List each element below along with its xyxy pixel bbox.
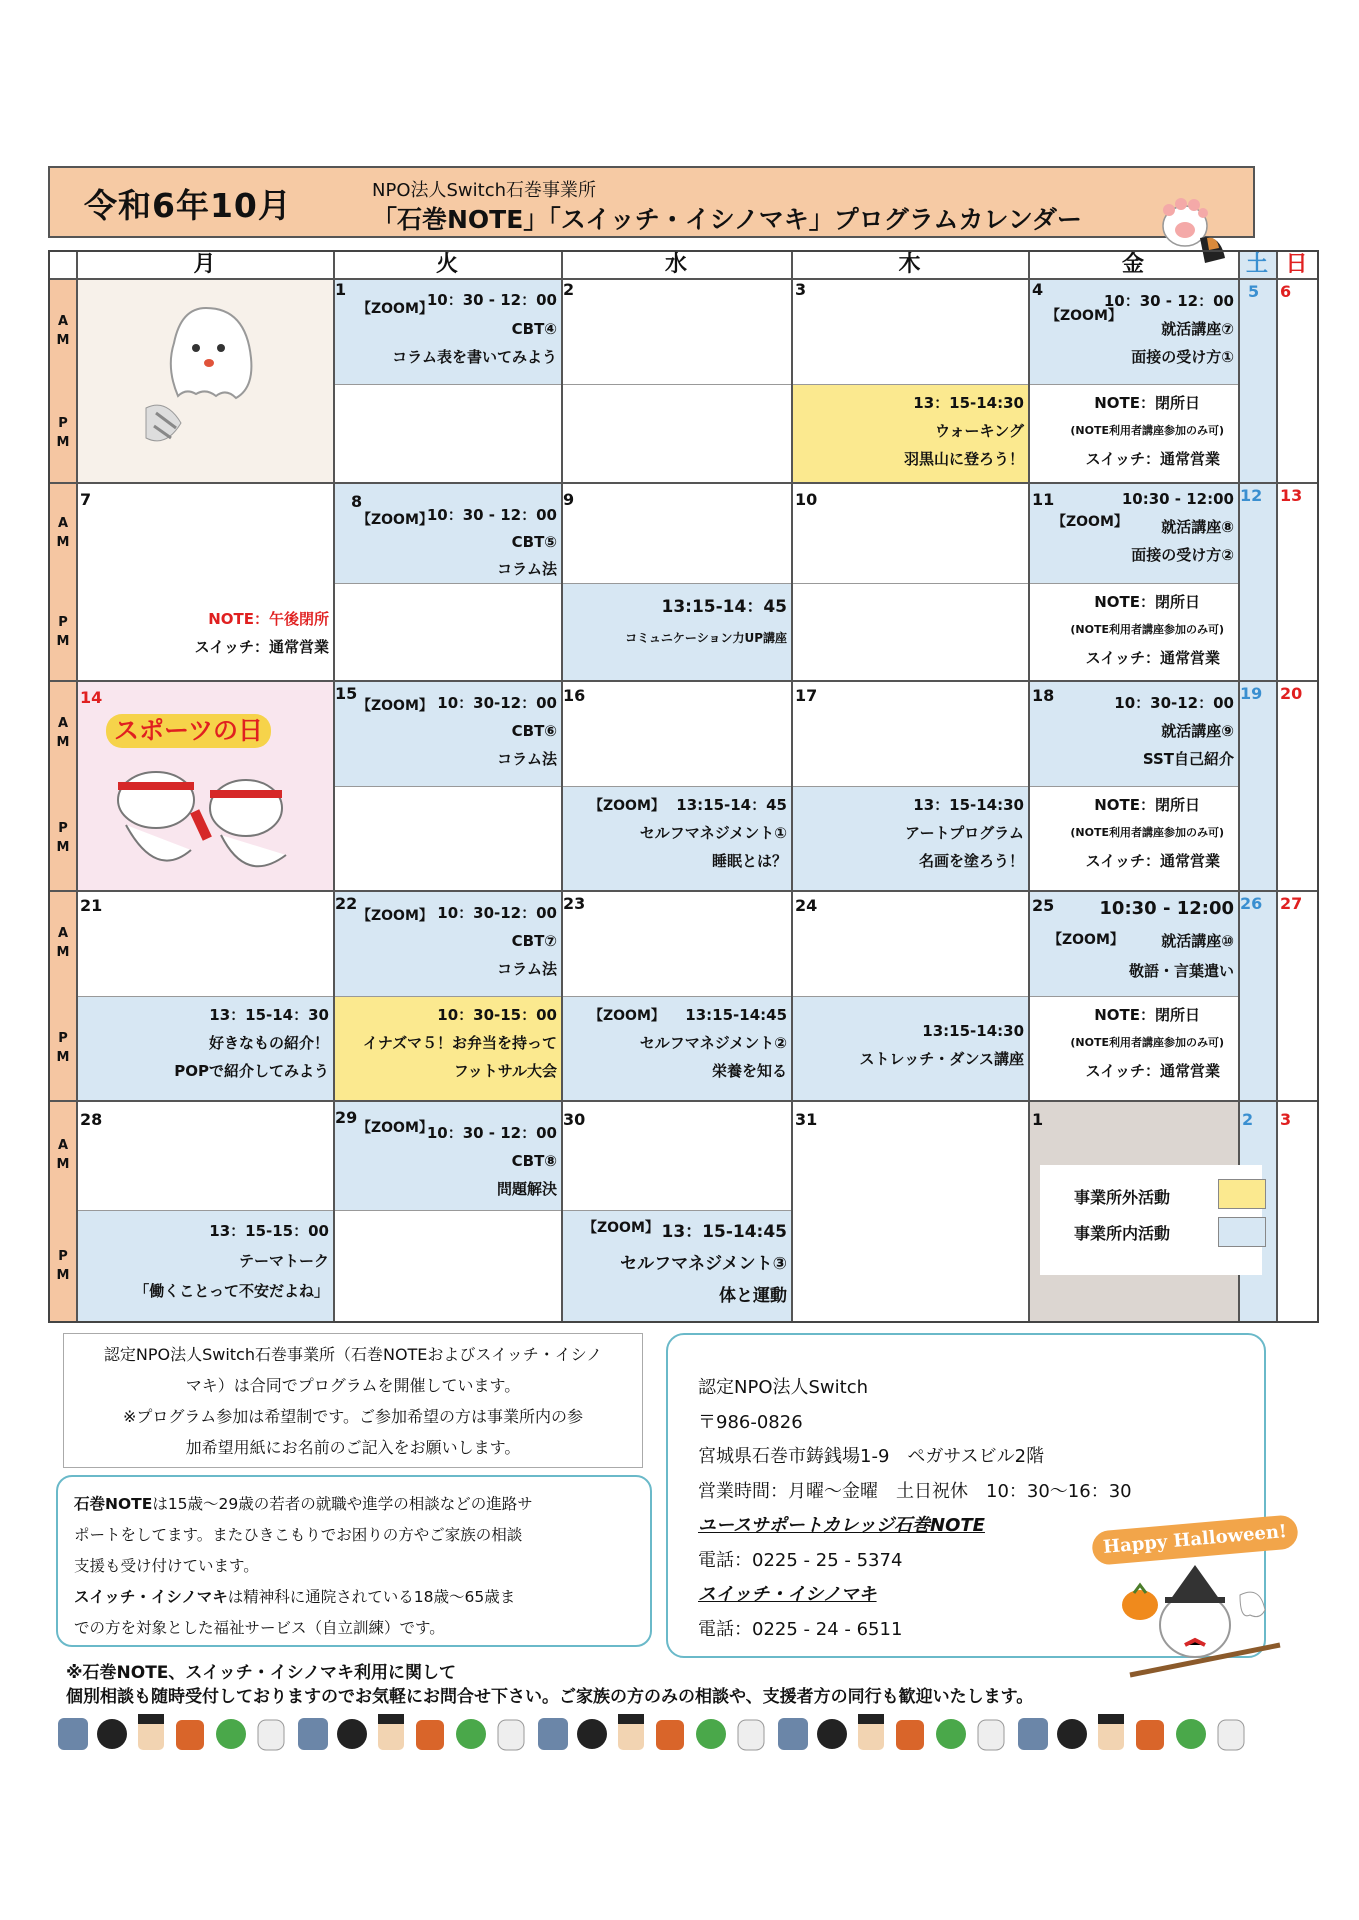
event-subtitle: SST自己紹介 bbox=[1142, 750, 1234, 768]
fri-4-pm bbox=[1028, 384, 1238, 482]
grid-line bbox=[1028, 252, 1030, 1321]
org-name: NPO法人Switch石巻事業所 bbox=[372, 180, 596, 201]
day-number: 25 bbox=[1032, 896, 1055, 915]
event-time: 13：15-15：00 bbox=[209, 1222, 329, 1240]
event-subtitle: コラム法 bbox=[497, 960, 557, 978]
switch-status: スイッチ：通常営業 bbox=[1085, 649, 1220, 667]
tue-15-am bbox=[333, 680, 561, 786]
tue-22-pm bbox=[333, 996, 561, 1100]
event-subtitle: 敬語・言葉遣い bbox=[1128, 962, 1234, 980]
fri-25-am bbox=[1028, 890, 1238, 996]
day-number: 23 bbox=[563, 894, 586, 913]
event-subtitle: フットサル大会 bbox=[453, 1062, 557, 1080]
thu-31 bbox=[791, 1100, 1028, 1321]
legend-inside-swatch bbox=[1218, 1217, 1266, 1247]
notice-line: 認定NPO法人Switch石巻事業所（石巻NOTEおよびスイッチ・イシノ bbox=[103, 1345, 603, 1364]
event-subtitle: 栄養を知る bbox=[711, 1062, 787, 1080]
event-time: 13：15-14:45 bbox=[661, 1222, 787, 1242]
event-title: 就活講座⑨ bbox=[1161, 722, 1234, 740]
event-subtitle: コラム法 bbox=[497, 560, 557, 578]
event-title: CBT⑦ bbox=[511, 932, 557, 950]
grid-line bbox=[50, 278, 1317, 280]
mon-7 bbox=[76, 482, 333, 680]
event-subtitle: コラム表を書いてみよう bbox=[392, 348, 557, 366]
grid-line bbox=[76, 252, 78, 1321]
note-condition: (NOTE利用者講座参加のみ可) bbox=[1070, 623, 1224, 636]
grid-line bbox=[333, 384, 1238, 385]
fri-25-pm bbox=[1028, 996, 1238, 1100]
grid-line bbox=[333, 786, 1238, 787]
program-notice bbox=[63, 1333, 643, 1468]
footer-consultation: 個別相談も随時受付しておりますのでお気軽にお問合せ下さい。ご家族の方のみの相談や、支援者方の同行も歓迎いたします。 bbox=[66, 1687, 1034, 1707]
day-number: 14 bbox=[80, 688, 103, 707]
halloween-cat-icon bbox=[1090, 1565, 1290, 1685]
tue-1-am bbox=[333, 278, 561, 384]
day-number: 13 bbox=[1280, 486, 1303, 505]
thu-17-pm bbox=[791, 786, 1028, 890]
day-number: 1 bbox=[1032, 1110, 1044, 1129]
fri-11-am bbox=[1028, 482, 1238, 583]
thu-3-pm bbox=[791, 384, 1028, 482]
wed-30-pm bbox=[561, 1210, 791, 1321]
event-subtitle: 面接の受け方② bbox=[1131, 546, 1234, 564]
grid-line bbox=[791, 252, 793, 1321]
wed-30-am bbox=[561, 1100, 791, 1210]
switch-status: スイッチ：通常営業 bbox=[1085, 450, 1220, 468]
grid-line bbox=[76, 1210, 791, 1211]
day-number: 2 bbox=[1242, 1110, 1254, 1129]
wed-16-pm bbox=[561, 786, 791, 890]
note-status: NOTE：閉所日 bbox=[1094, 593, 1200, 611]
grid-line bbox=[561, 252, 563, 1321]
grid-line bbox=[1238, 252, 1240, 1321]
event-title: イナズマ５！お弁当を持って bbox=[362, 1034, 557, 1052]
day-number: 21 bbox=[80, 896, 103, 915]
day-number: 12 bbox=[1240, 486, 1263, 505]
description-line: は精神科に通院されている18歳～65歳ま bbox=[227, 1588, 516, 1606]
grid-line bbox=[50, 1100, 1317, 1102]
event-time: 13:15-14：45 bbox=[661, 597, 787, 617]
pm-label: P M bbox=[50, 996, 76, 1100]
fri-18-am bbox=[1028, 680, 1238, 786]
event-title: セルフマネジメント② bbox=[639, 1034, 787, 1052]
note-condition: (NOTE利用者講座参加のみ可) bbox=[1070, 826, 1224, 839]
mon-14-holiday bbox=[76, 680, 333, 890]
event-title: ウォーキング bbox=[935, 422, 1024, 440]
event-time: 10：30-12：00 bbox=[437, 694, 557, 712]
am-label: A M bbox=[50, 680, 76, 786]
footer-note: ※石巻NOTE、スイッチ・イシノマキ利用に関して bbox=[66, 1663, 457, 1683]
note-status: NOTE：午後閉所 bbox=[208, 610, 329, 628]
tue-1-pm bbox=[333, 384, 561, 482]
grid-line bbox=[50, 680, 1317, 682]
day-number: 30 bbox=[563, 1110, 586, 1129]
calendar-title: 「石巻NOTE」「スイッチ・イシノマキ」プログラムカレンダー bbox=[372, 205, 1082, 234]
mon-28-am bbox=[76, 1100, 333, 1210]
zoom-tag: 【ZOOM】 bbox=[1052, 514, 1128, 530]
contact-hours: 営業時間：月曜～金曜 土日祝休 10：30～16：30 bbox=[698, 1480, 1132, 1502]
event-time: 13:15-14:30 bbox=[922, 1022, 1024, 1040]
event-title: CBT⑤ bbox=[511, 533, 557, 551]
day-number: 1 bbox=[335, 280, 347, 299]
month-title: 令和6年10月 bbox=[84, 186, 292, 225]
day-number: 24 bbox=[795, 896, 818, 915]
day-number: 26 bbox=[1240, 894, 1263, 913]
event-title: テーマトーク bbox=[238, 1252, 329, 1270]
pm-label: P M bbox=[50, 786, 76, 890]
day-number: 8 bbox=[351, 492, 363, 511]
wed-16-am bbox=[561, 680, 791, 786]
zoom-tag: 【ZOOM】 bbox=[357, 698, 433, 714]
event-title: コミュニケーション力UP講座 bbox=[625, 631, 787, 645]
event-subtitle: 問題解決 bbox=[496, 1180, 557, 1198]
event-time: 10:30 - 12:00 bbox=[1121, 490, 1234, 508]
running-cats-icon bbox=[96, 760, 316, 885]
mon-21-am bbox=[76, 890, 333, 996]
event-subtitle: 羽黒山に登ろう！ bbox=[903, 450, 1024, 468]
event-subtitle: 睡眠とは？ bbox=[711, 852, 787, 870]
event-subtitle: コラム法 bbox=[497, 750, 557, 768]
am-label: A M bbox=[50, 482, 76, 583]
grid-line bbox=[50, 890, 1317, 892]
description-line: は15歳～29歳の若者の就職や進学の相談などの進路サ bbox=[152, 1495, 533, 1513]
thu-17-am bbox=[791, 680, 1028, 786]
service-name: 石巻NOTE bbox=[74, 1495, 153, 1513]
sunday-column bbox=[1276, 278, 1317, 1321]
legend-outside-swatch bbox=[1218, 1179, 1266, 1209]
event-subtitle: 体と運動 bbox=[719, 1286, 787, 1306]
day-number: 20 bbox=[1280, 684, 1303, 703]
switch-status: スイッチ：通常営業 bbox=[194, 638, 329, 656]
notice-line: ※プログラム参加は希望制です。ご参加希望の方は事業所内の参 bbox=[123, 1407, 583, 1426]
event-time: 10：30 - 12：00 bbox=[426, 506, 557, 524]
zoom-tag: 【ZOOM】 bbox=[357, 908, 433, 924]
monster-border-decoration bbox=[56, 1710, 1306, 1756]
calendar-grid bbox=[48, 250, 1319, 1323]
pm-label: P M bbox=[50, 1210, 76, 1321]
day-number: 6 bbox=[1280, 282, 1292, 301]
wed-2-am bbox=[561, 278, 791, 384]
day-number: 3 bbox=[1280, 1110, 1292, 1129]
day-number: 7 bbox=[80, 490, 92, 509]
event-time: 13:15-14：45 bbox=[676, 796, 787, 814]
am-label: A M bbox=[50, 1100, 76, 1210]
tue-29-pm bbox=[333, 1210, 561, 1321]
note-condition: (NOTE利用者講座参加のみ可) bbox=[1070, 424, 1224, 437]
am-label: A M bbox=[50, 278, 76, 384]
tue-22-am bbox=[333, 890, 561, 996]
tue-15-pm bbox=[333, 786, 561, 890]
day-number: 10 bbox=[795, 490, 818, 509]
zoom-tag: 【ZOOM】 bbox=[357, 1120, 433, 1136]
day-number: 29 bbox=[335, 1108, 358, 1127]
fri-11-pm bbox=[1028, 583, 1238, 680]
day-number: 17 bbox=[795, 686, 818, 705]
mon-28-pm bbox=[76, 1210, 333, 1321]
tue-8-pm bbox=[333, 583, 561, 680]
thu-3-am bbox=[791, 278, 1028, 384]
zoom-tag: 【ZOOM】 bbox=[357, 301, 433, 317]
pm-label: P M bbox=[50, 583, 76, 680]
fri-4-am bbox=[1028, 278, 1238, 384]
event-subtitle: 面接の受け方① bbox=[1131, 348, 1234, 366]
legend-inside-label: 事業所内活動 bbox=[1074, 1224, 1171, 1243]
contact-zip: 〒986-0826 bbox=[698, 1411, 803, 1433]
note-name: ユースサポートカレッジ石巻NOTE bbox=[698, 1515, 985, 1536]
notice-line: マキ）は合同でプログラムを開催しています。 bbox=[185, 1376, 521, 1395]
pm-label: P M bbox=[50, 384, 76, 482]
note-status: NOTE：閉所日 bbox=[1094, 394, 1200, 412]
note-status: NOTE：閉所日 bbox=[1094, 796, 1200, 814]
zoom-tag: 【ZOOM】 bbox=[583, 1220, 659, 1236]
day-number: 16 bbox=[563, 686, 586, 705]
mon-cell-week1 bbox=[76, 278, 333, 482]
weekday-fri: 金 bbox=[1121, 252, 1144, 277]
event-time: 13：15-14：30 bbox=[209, 1006, 329, 1024]
event-title: セルフマネジメント① bbox=[639, 824, 787, 842]
description-line: 支援も受け付けています。 bbox=[74, 1557, 259, 1575]
note-status: NOTE：閉所日 bbox=[1094, 1006, 1200, 1024]
contact-address: 宮城県石巻市鋳銭場1-9 ペガサスビル2階 bbox=[698, 1446, 1045, 1467]
day-number: 19 bbox=[1240, 684, 1263, 703]
thu-10 bbox=[791, 482, 1028, 680]
wed-9-pm bbox=[561, 583, 791, 680]
grid-line bbox=[1276, 252, 1278, 1321]
day-number: 27 bbox=[1280, 894, 1303, 913]
event-time: 10：30-12：00 bbox=[437, 904, 557, 922]
event-subtitle: 名画を塗ろう！ bbox=[918, 852, 1024, 870]
event-time: 10：30 - 12：00 bbox=[426, 291, 557, 309]
fri-18-pm bbox=[1028, 786, 1238, 890]
zoom-tag: 【ZOOM】 bbox=[589, 1008, 665, 1024]
event-time: 10:30 - 12:00 bbox=[1099, 898, 1234, 919]
description-line: での方を対象とした福祉サービス（自立訓練）です。 bbox=[74, 1619, 445, 1637]
event-title: 就活講座⑧ bbox=[1161, 518, 1234, 536]
service-description bbox=[56, 1475, 652, 1647]
weekday-thu: 木 bbox=[898, 252, 921, 277]
day-number: 9 bbox=[563, 490, 575, 509]
note-phone: 電話：0225 - 25 - 5374 bbox=[698, 1549, 903, 1571]
tue-8-am bbox=[333, 482, 561, 583]
calendar-header bbox=[48, 166, 1255, 238]
event-subtitle: 「働くことって不安だよね」 bbox=[134, 1282, 329, 1300]
legend bbox=[1040, 1165, 1262, 1275]
service-name: スイッチ・イシノマキ bbox=[74, 1588, 228, 1606]
day-number: 22 bbox=[335, 894, 358, 913]
day-number: 3 bbox=[795, 280, 807, 299]
legend-outside-label: 事業所外活動 bbox=[1074, 1188, 1171, 1207]
weekday-tue: 火 bbox=[435, 252, 458, 277]
grid-line bbox=[333, 583, 1238, 584]
event-subtitle: POPで紹介してみよう bbox=[174, 1062, 329, 1080]
wed-2-pm bbox=[561, 384, 791, 482]
event-title: CBT④ bbox=[511, 320, 557, 338]
event-time: 10：30-15：00 bbox=[437, 1006, 557, 1024]
switch-name: スイッチ・イシノマキ bbox=[698, 1584, 877, 1605]
description-line: ポートをしてます。またひきこもりでお困りの方やご家族の相談 bbox=[74, 1526, 523, 1544]
day-number: 18 bbox=[1032, 686, 1055, 705]
day-number: 5 bbox=[1248, 282, 1260, 301]
day-number: 4 bbox=[1032, 280, 1044, 299]
event-title: CBT⑥ bbox=[511, 722, 557, 740]
switch-status: スイッチ：通常営業 bbox=[1085, 1062, 1220, 1080]
day-number: 28 bbox=[80, 1110, 103, 1129]
grid-line bbox=[76, 996, 1238, 997]
event-time: 13：15-14:30 bbox=[913, 796, 1024, 814]
weekday-sat: 土 bbox=[1238, 252, 1276, 278]
mon-21-pm bbox=[76, 996, 333, 1100]
event-time: 13:15-14:45 bbox=[685, 1006, 787, 1024]
notice-line: 加希望用紙にお名前のご記入をお願いします。 bbox=[185, 1438, 521, 1457]
am-label: A M bbox=[50, 890, 76, 996]
zoom-tag: 【ZOOM】 bbox=[1048, 932, 1124, 948]
event-title: アートプログラム bbox=[905, 824, 1024, 842]
contact-org: 認定NPO法人Switch bbox=[698, 1377, 868, 1398]
thu-24-am bbox=[791, 890, 1028, 996]
zoom-tag: 【ZOOM】 bbox=[1046, 308, 1122, 324]
switch-status: スイッチ：通常営業 bbox=[1085, 852, 1220, 870]
wed-9-am bbox=[561, 482, 791, 583]
event-title: 就活講座⑦ bbox=[1161, 320, 1234, 338]
weekday-mon: 月 bbox=[193, 252, 216, 277]
day-number: 15 bbox=[335, 684, 358, 703]
event-title: CBT⑧ bbox=[511, 1152, 557, 1170]
event-time: 10：30-12：00 bbox=[1114, 694, 1234, 712]
sports-day-label: スポーツの日 bbox=[106, 714, 271, 748]
weekday-wed: 水 bbox=[664, 252, 687, 277]
event-title: ストレッチ・ダンス講座 bbox=[859, 1050, 1024, 1068]
day-number: 2 bbox=[563, 280, 575, 299]
note-condition: (NOTE利用者講座参加のみ可) bbox=[1070, 1036, 1224, 1049]
event-time: 10：30 - 12：00 bbox=[426, 1124, 557, 1142]
zoom-tag: 【ZOOM】 bbox=[589, 798, 665, 814]
halloween-banner: Happy Halloween! bbox=[1091, 1514, 1299, 1566]
weekday-sun: 日 bbox=[1285, 252, 1308, 277]
day-number: 11 bbox=[1032, 490, 1055, 509]
event-title: 好きなもの紹介！ bbox=[208, 1034, 329, 1052]
event-time: 10：30 - 12：00 bbox=[1103, 292, 1234, 310]
tue-29-am bbox=[333, 1100, 561, 1210]
grid-line bbox=[50, 482, 1317, 484]
thu-24-pm bbox=[791, 996, 1028, 1100]
ghost-icon bbox=[126, 288, 286, 468]
event-time: 13：15-14:30 bbox=[913, 394, 1024, 412]
wed-23-pm bbox=[561, 996, 791, 1100]
event-title: 就活講座⑩ bbox=[1161, 932, 1234, 950]
zoom-tag: 【ZOOM】 bbox=[357, 512, 433, 528]
day-number: 31 bbox=[795, 1110, 818, 1129]
wed-23-am bbox=[561, 890, 791, 996]
switch-phone: 電話：0225 - 24 - 6511 bbox=[698, 1618, 903, 1640]
event-title: セルフマネジメント③ bbox=[620, 1254, 787, 1274]
grid-line bbox=[333, 252, 335, 1321]
